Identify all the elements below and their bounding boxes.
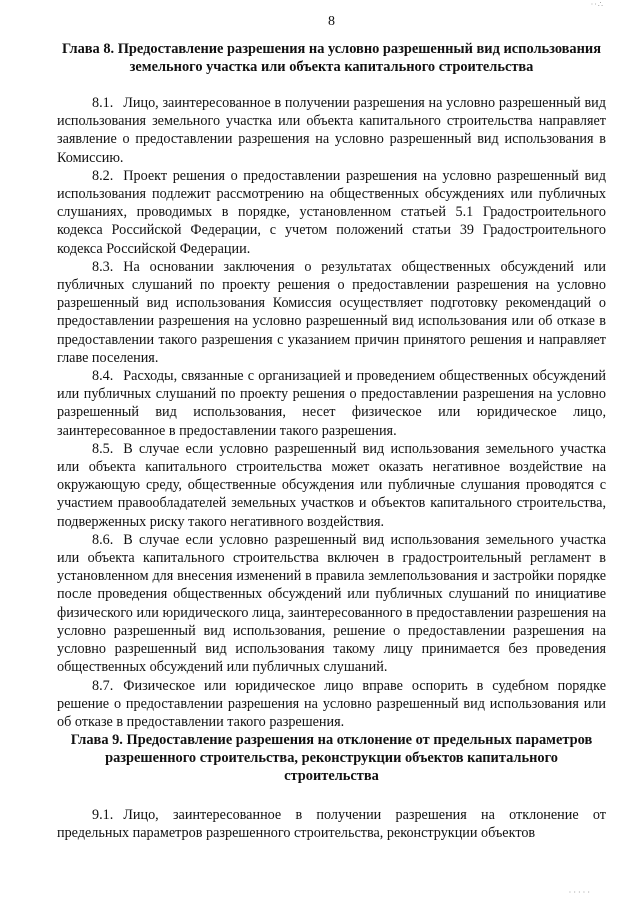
paragraph-number: 8.3. [92, 258, 114, 275]
paragraph-8-1 [57, 94, 606, 167]
paragraph-number: 8.5. [92, 440, 114, 457]
paragraph-text: В случае если условно разрешенный вид использования земельного участка или объекта капитального строительства включен в градостроительный регламент в установленном для внесения изменений в правила землепользования и застройки порядке после проведения общественных обсуждений или публичных слушаний по инициативе физического или юридического лица, заинтересованного в предоставлении разрешения на условно разрешенный вид использования, решение о предоставлении разрешения на условно разрешенный вид использования такому лицу принимается без проведения общественных обсуждений или публичных слушаний. [57, 531, 606, 676]
paragraph-9-1 [57, 806, 606, 842]
scan-bottom-mark: ····· [568, 888, 592, 897]
paragraph-8-4 [57, 367, 606, 440]
paragraph-text: Проект решения о предоставлении разрешения на условно разрешенный вид использования подлежит рассмотрению на общественных обсуждениях или публичных слушаниях, проводимых в порядке, установленном статьей 5.1 Градостроительного кодекса Российской Федерации, с учетом положений статьи 39 Градостроительного кодекса Российской Федерации. [57, 167, 606, 257]
paragraph-number: 8.2. [92, 167, 114, 184]
paragraph-number: 8.1. [92, 95, 114, 111]
chapter-8-body [57, 94, 606, 731]
paragraph-text: На основании заключения о результатах общественных обсуждений или публичных слушаний по проекту решения о предоставлении разрешения на условно разрешенный вид использования Комиссия осуществляет подготовку рекомендаций о предоставлении разрешения на условно разрешенный вид использования или об отказе в предоставлении такого разрешения с указанием причин принятого решения и направляет главе поселения. [57, 258, 606, 366]
chapter-9-body [57, 806, 606, 842]
paragraph-text: Расходы, связанные с организацией и проведением общественных обсуждений или публичных слушаний по проекту решения о предоставлении разрешения на условно разрешенный вид использования, несет физическое или юридическое лицо, заинтересованное в предоставлении такого разрешения. [57, 368, 606, 439]
paragraph-8-2 [57, 167, 606, 258]
page-number: 8 [328, 14, 335, 29]
paragraph-8-7 [57, 677, 606, 732]
paragraph-number: 9.1. [92, 807, 114, 823]
paragraph-number: 8.7. [92, 677, 114, 694]
paragraph-text: Лицо, заинтересованное в получении разрешения на отклонение от предельных параметров разрешенного строительства, реконструкции объектов [57, 807, 606, 842]
paragraph-8-6 [57, 531, 606, 677]
scan-corner-mark: ··∴ [590, 0, 604, 9]
paragraph-text: Лицо, заинтересованное в получении разрешения на условно разрешенный вид использования земельного участка или объекта капитального строительства направляет заявление о предоставлении разрешения на условно разрешенный вид использования в Комиссию. [57, 95, 606, 166]
paragraph-number: 8.4. [92, 368, 114, 385]
paragraph-8-5 [57, 440, 606, 531]
paragraph-8-3 [57, 258, 606, 367]
chapter-8-heading: Глава 8. Предоставление разрешения на условно разрешенный вид использования земельного участка или объекта капитального строительства [61, 41, 601, 75]
paragraph-text: Физическое или юридическое лицо вправе оспорить в судебном порядке решение о предоставлении разрешения на условно разрешенный вид использования или об отказе в предоставлении такого разрешения. [57, 677, 606, 730]
chapter-9-heading: Глава 9. Предоставление разрешения на отклонение от предельных параметров разрешенного строительства, реконструкции объектов капитального строительства [70, 732, 593, 784]
paragraph-number: 8.6. [92, 531, 114, 548]
paragraph-text: В случае если условно разрешенный вид использования земельного участка или объекта капитального строительства может оказать негативное воздействие на окружающую среду, общественные обсуждения или публичные слушания проводятся с участием правообладателей земельных участков и объектов капитального строительства, подверженных риску такого негативного воздействия. [57, 440, 606, 530]
